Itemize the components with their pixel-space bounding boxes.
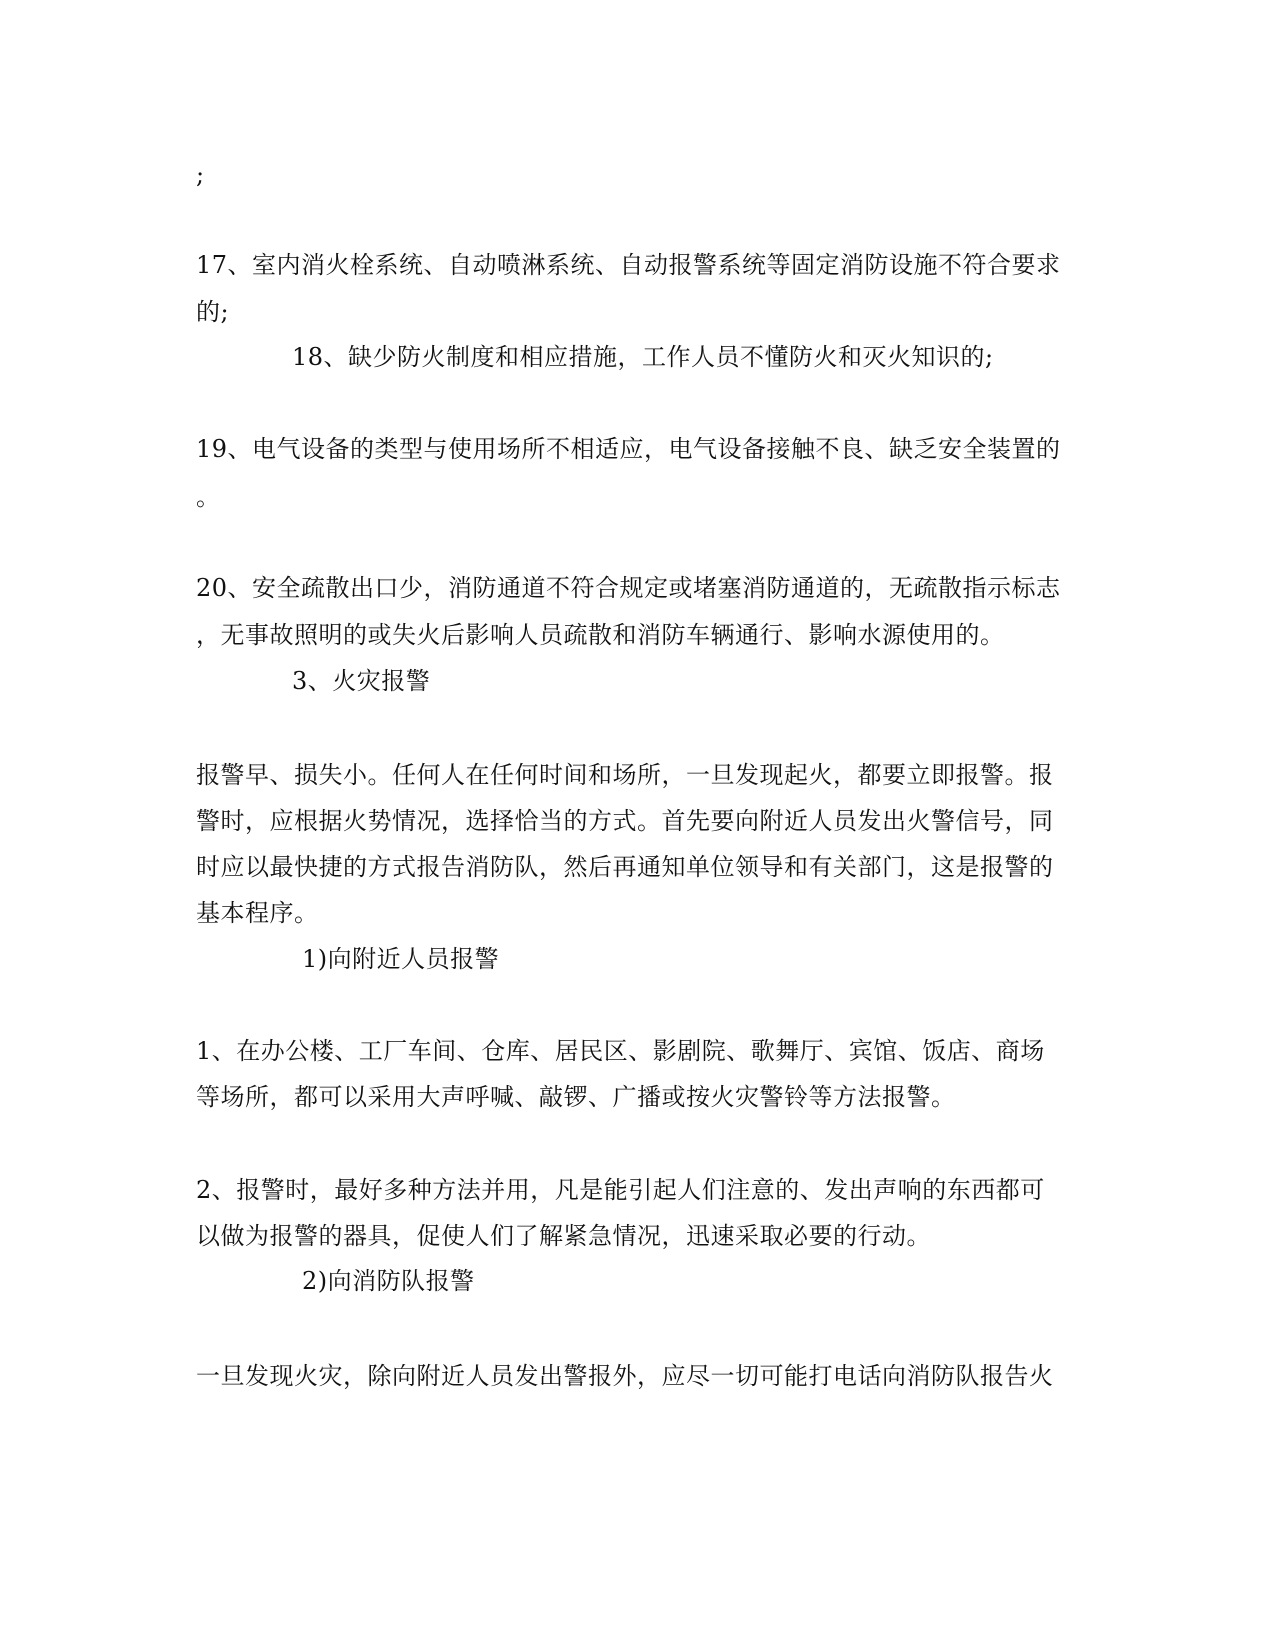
subheading-nearby-alarm: 1)向附近人员报警 — [302, 945, 500, 973]
item-19-line-1: 19、电气设备的类型与使用场所不相适应，电气设备接触不良、缺乏安全装置的 — [196, 435, 1061, 463]
item-20-line-2: ，无事故照明的或失火后影响人员疏散和消防车辆通行、影响水源使用的。 — [196, 621, 1005, 649]
point-2-line-1: 2、报警时，最好多种方法并用，凡是能引起人们注意的、发出声响的东西都可 — [196, 1176, 1045, 1204]
subheading-fire-brigade-alarm: 2)向消防队报警 — [302, 1267, 475, 1295]
paragraph-alarm-line-4: 基本程序。 — [196, 899, 319, 927]
paragraph-fire-brigade-line-1: 一旦发现火灾，除向附近人员发出警报外，应尽一切可能打电话向消防队报告火 — [196, 1362, 1054, 1390]
paragraph-alarm-line-1: 报警早、损失小。任何人在任何时间和场所，一旦发现起火，都要立即报警。报 — [196, 761, 1054, 789]
item-17-line-2: 的; — [196, 298, 230, 326]
paragraph-alarm-line-3: 时应以最快捷的方式报告消防队，然后再通知单位领导和有关部门，这是报警的 — [196, 853, 1054, 881]
paragraph-alarm-line-2: 警时，应根据火势情况，选择恰当的方式。首先要向附近人员发出火警信号，同 — [196, 807, 1054, 835]
item-18: 18、缺少防火制度和相应措施，工作人员不懂防火和灭火知识的; — [292, 343, 994, 371]
item-19-line-2: 。 — [196, 483, 221, 511]
point-1-line-1: 1、在办公楼、工厂车间、仓库、居民区、影剧院、歌舞厅、宾馆、饭店、商场 — [196, 1037, 1045, 1065]
text-line-semicolon: ; — [196, 161, 205, 189]
item-17-line-1: 17、室内消火栓系统、自动喷淋系统、自动报警系统等固定消防设施不符合要求 — [196, 251, 1061, 279]
point-1-line-2: 等场所，都可以采用大声呼喊、敲锣、广播或按火灾警铃等方法报警。 — [196, 1083, 956, 1111]
section-heading-fire-alarm: 3、火灾报警 — [292, 667, 431, 695]
item-20-line-1: 20、安全疏散出口少，消防通道不符合规定或堵塞消防通道的，无疏散指示标志 — [196, 574, 1061, 602]
point-2-line-2: 以做为报警的器具，促使人们了解紧急情况，迅速采取必要的行动。 — [196, 1222, 931, 1250]
